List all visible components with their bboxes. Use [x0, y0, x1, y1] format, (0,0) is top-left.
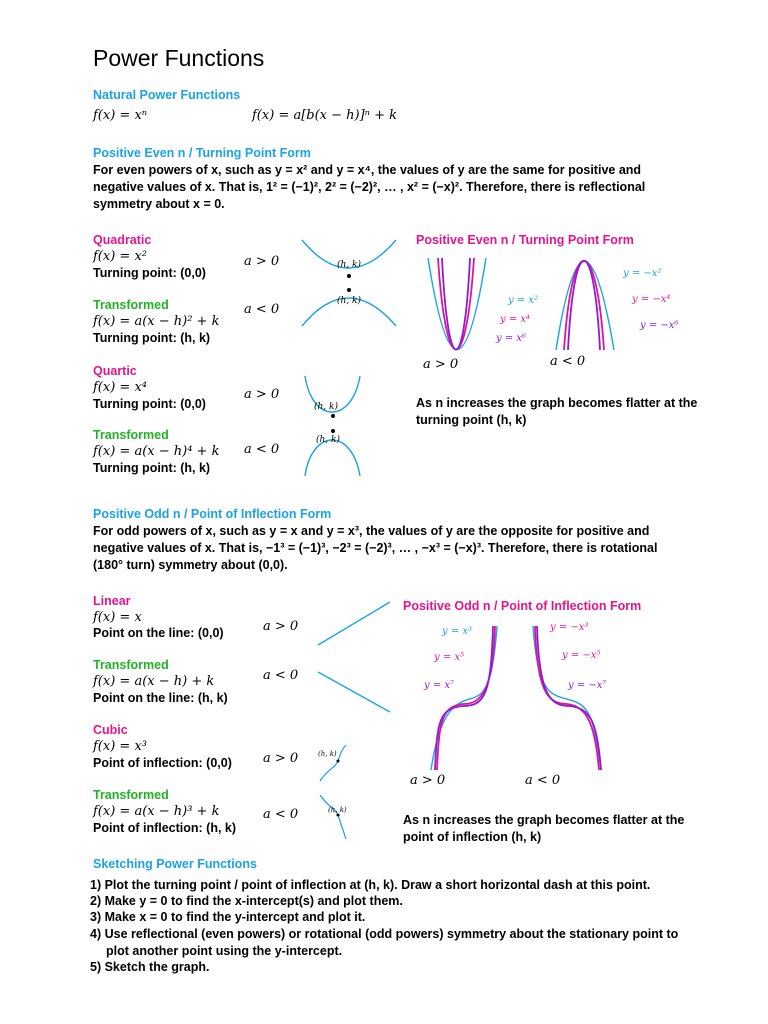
label-x2: y = x²: [508, 295, 539, 306]
label-x6: y = x⁶: [496, 333, 527, 344]
linear-transformed-formula: f(x) = a(x − h) + k: [93, 674, 215, 689]
quartic-transformed-heading: Transformed: [93, 428, 169, 442]
label-neg-x6: y = −x⁶: [640, 320, 679, 331]
quart-hk-label-up: (h, k): [314, 402, 338, 412]
cub-a-neg-label: a < 0: [263, 807, 299, 822]
quartic-heading: Quartic: [93, 364, 137, 378]
odd-graph-a-pos: a > 0: [410, 773, 446, 788]
curve-x3: [431, 626, 497, 770]
cub-hk-label-down: (h, k): [328, 806, 347, 814]
odd-graph-title: Positive Odd n / Point of Inflection Form: [403, 599, 642, 613]
cubic-up-point: [337, 760, 340, 763]
quadratic-down-point: [347, 288, 351, 292]
label-x5: y = x⁵: [434, 652, 465, 663]
label-neg-x2: y = −x²: [623, 268, 662, 279]
quadratic-transformed-formula: f(x) = a(x − h)² + k: [93, 314, 220, 329]
quartic-transformed-turning-point: Turning point: (h, k): [93, 461, 211, 475]
quadratic-up-point: [347, 274, 351, 278]
even-graph-a-neg: a < 0: [550, 354, 586, 369]
cubic-point: Point of inflection: (0,0): [93, 756, 232, 770]
sketch-step-2: 2) Make y = 0 to find the x-intercept(s) and plot them.: [90, 894, 403, 908]
page-title: Power Functions: [93, 45, 265, 71]
natural-heading: Natural Power Functions: [93, 88, 241, 102]
sketch-step-5: 5) Sketch the graph.: [90, 960, 210, 974]
quartic-turning-point: Turning point: (0,0): [93, 397, 206, 411]
linear-transformed-heading: Transformed: [93, 658, 169, 672]
label-x4: y = x⁴: [500, 314, 531, 325]
linear-transformed-point: Point on the line: (h, k): [93, 691, 228, 705]
curve-x2: [428, 258, 486, 350]
label-neg-x5: y = −x⁵: [562, 650, 601, 661]
quartic-small-graph: [300, 376, 370, 476]
curve-neg-x7: [537, 626, 601, 770]
quartic-transformed-formula: f(x) = a(x − h)⁴ + k: [93, 444, 220, 459]
odd-graph-a-neg: a < 0: [525, 773, 561, 788]
sketch-step-4-cont: plot another point using the y-intercept.: [106, 944, 343, 958]
quadratic-transformed-turning-point: Turning point: (h, k): [93, 331, 211, 345]
quartic-down-curve: [305, 440, 360, 476]
quartic-down-point: [331, 429, 335, 433]
sketch-step-1: 1) Plot the turning point / point of inflection at (h, k). Draw a short horizontal dash at this point.: [90, 878, 651, 892]
curve-neg-x4: [564, 261, 604, 350]
quadratic-formula: f(x) = x²: [93, 249, 147, 264]
even-graph-title: Positive Even n / Turning Point Form: [416, 233, 634, 247]
sketch-step-3: 3) Make x = 0 to find the y-intercept and plot it.: [90, 910, 366, 924]
linear-formula: f(x) = x: [93, 610, 142, 625]
quadratic-transformed-heading: Transformed: [93, 298, 169, 312]
curve-x5: [437, 626, 495, 770]
odd-power-graph: [403, 624, 643, 772]
cubic-heading: Cubic: [93, 723, 128, 737]
curve-neg-x5: [535, 626, 599, 770]
quartic-up-point: [331, 414, 335, 418]
even-paragraph: For even powers of x, such as y = x² and y = x⁴, the values of y are the same for positive and negative values of x. That is, 1² = (−1)², 2² = (−2)², … , x² = (−x)². Therefore, there is reflectional symmetry about x = 0.: [93, 163, 646, 211]
label-neg-x3: y = −x³: [550, 622, 589, 633]
cub-a-pos-label: a > 0: [263, 751, 299, 766]
curve-x7: [435, 626, 493, 770]
cubic-transformed-formula: f(x) = a(x − h)³ + k: [93, 804, 220, 819]
quad-a-neg-label: a < 0: [244, 302, 280, 317]
label-x3: y = x³: [442, 626, 473, 637]
linear-up-line: [318, 602, 390, 645]
curve-neg-x3: [533, 626, 601, 770]
cubic-transformed-heading: Transformed: [93, 788, 169, 802]
natural-formula-basic: f(x) = xⁿ: [93, 108, 148, 123]
odd-heading: Positive Odd n / Point of Inflection Form: [93, 507, 332, 521]
cubic-small-graph: [316, 745, 366, 845]
linear-down-line: [318, 672, 390, 712]
sketch-heading: Sketching Power Functions: [93, 857, 257, 871]
label-neg-x7: y = −x⁷: [568, 680, 607, 691]
quadratic-turning-point: Turning point: (0,0): [93, 266, 206, 280]
quadratic-heading: Quadratic: [93, 233, 152, 247]
quadratic-small-graph: [300, 238, 400, 338]
quart-a-neg-label: a < 0: [244, 442, 280, 457]
natural-formula-transformed: f(x) = a[b(x − h)]ⁿ + k: [252, 108, 397, 123]
cub-hk-label-up: (h, k): [318, 750, 337, 758]
cubic-transformed-point: Point of inflection: (h, k): [93, 821, 237, 835]
even-graph-a-pos: a > 0: [423, 357, 459, 372]
label-neg-x4: y = −x⁴: [632, 294, 671, 305]
quartic-formula: f(x) = x⁴: [93, 380, 147, 395]
quad-a-pos-label: a > 0: [244, 254, 280, 269]
even-heading: Positive Even n / Turning Point Form: [93, 146, 311, 160]
quart-a-pos-label: a > 0: [244, 387, 280, 402]
lin-a-neg-label: a < 0: [263, 668, 299, 683]
linear-heading: Linear: [93, 594, 131, 608]
cubic-down-curve: [320, 795, 346, 839]
odd-paragraph: For odd powers of x, such as y = x and y = x³, the values of y are the opposite for positive and negative values of x. That is, −1³ = (−1)³, −2³ = (−2)³, … , −x³ = (−x)³. Therefore, there is rotational (180° turn) symmetry about (0,0).: [93, 524, 658, 572]
quart-hk-label-down: (h, k): [316, 435, 340, 445]
sketch-step-4: 4) Use reflectional (even powers) or rotational (odd powers) symmetry about the stationary point to: [90, 927, 679, 941]
odd-note: As n increases the graph becomes flatter at the point of inflection (h, k): [403, 813, 685, 844]
label-x7: y = x⁷: [424, 680, 455, 691]
quad-hk-label-up: (h, k): [337, 260, 361, 270]
quad-hk-label-down: (h, k): [337, 296, 361, 306]
even-note: As n increases the graph becomes flatter at the turning point (h, k): [416, 396, 698, 427]
linear-point: Point on the line: (0,0): [93, 626, 224, 640]
linear-small-graph: [316, 600, 396, 715]
cubic-formula: f(x) = x³: [93, 739, 147, 754]
lin-a-pos-label: a > 0: [263, 619, 299, 634]
